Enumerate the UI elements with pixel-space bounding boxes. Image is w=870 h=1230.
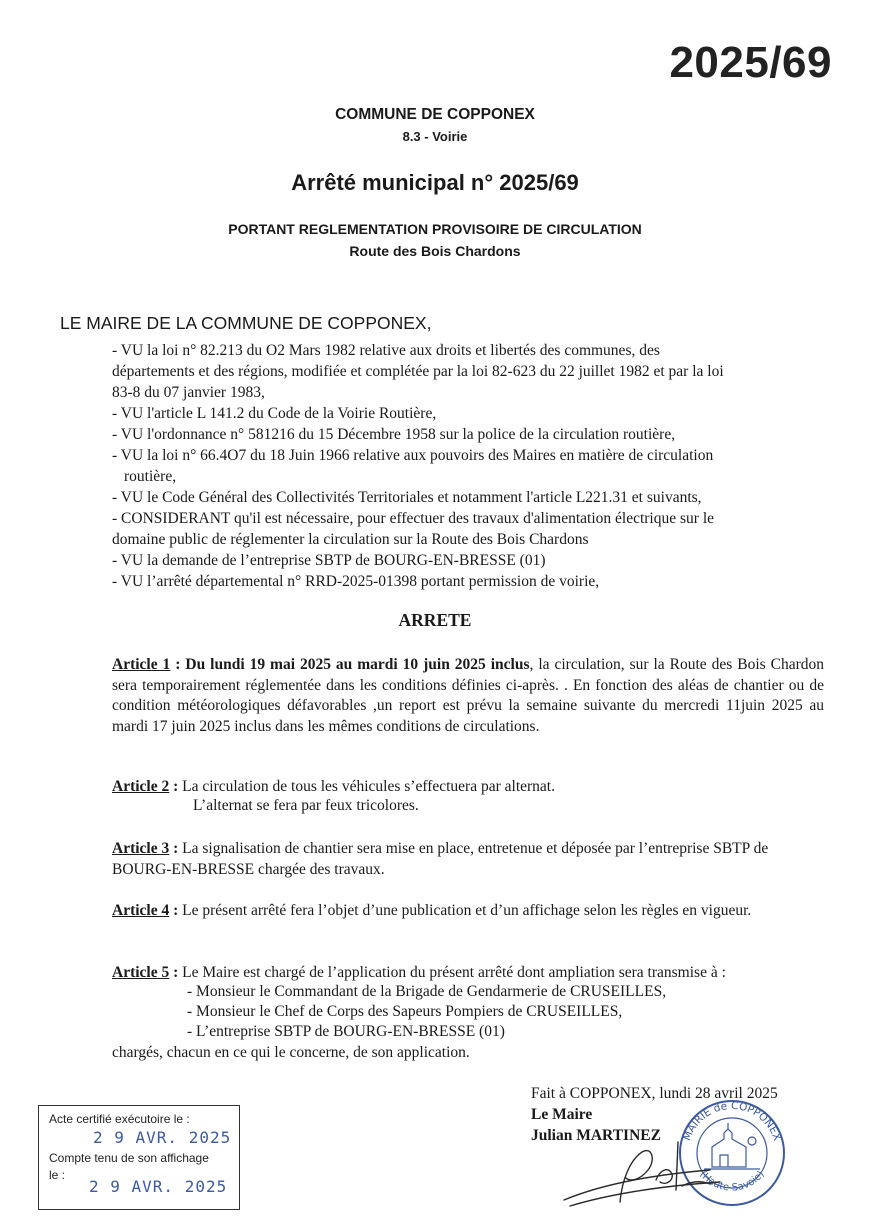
article-3-label: Article 3 xyxy=(112,840,170,857)
article-1-dates: Du lundi 19 mai 2025 au mardi 10 juin 2025 inclus xyxy=(185,656,530,673)
visa-line: - VU l'ordonnance n° 581216 du 15 Décembre 1958 sur la police de la circulation routière, xyxy=(112,426,676,443)
article-4-label: Article 4 xyxy=(112,902,170,919)
article-2-text-line2: L’alternat se fera par feux tricolores. xyxy=(193,797,419,814)
visa-line: - CONSIDERANT qu'il est nécessaire, pour effectuer des travaux d'alimentation électrique sur le xyxy=(112,510,715,527)
article-3-text: La signalisation de chantier sera mise en place, entretenue et déposée par l’entreprise SBTP de BOURG-EN-BRESSE chargée des travaux. xyxy=(112,840,769,878)
section-label: 8.3 - Voirie xyxy=(402,129,468,144)
article-4 xyxy=(112,901,824,922)
visa-line: départements et des régions, modifiée et complétée par la loi 82-623 du 22 juillet 1982 et par la loi xyxy=(112,363,724,380)
article-1 xyxy=(112,655,824,737)
article-4-text: Le présent arrêté fera l’objet d’une publication et d’un affichage selon les règles en vigueur. xyxy=(182,902,752,919)
visa-line: - VU la demande de l’entreprise SBTP de BOURG-EN-BRESSE (01) xyxy=(112,552,546,569)
article-5-closing: chargés, chacun en ce qui le concerne, de son application. xyxy=(112,1044,470,1061)
seal-top-text: MAIRIE de COPPONEX xyxy=(680,1099,784,1143)
article-5 xyxy=(112,963,824,984)
signature-place-date: Fait à COPPONEX, lundi 28 avril 2025 xyxy=(531,1085,778,1102)
seal-bottom-text: (Haute-Savoie) xyxy=(697,1169,767,1194)
posting-date-stamp: 2 9 AVR. 2025 xyxy=(89,1177,228,1196)
visa-line: routière, xyxy=(124,468,177,485)
subtitle-road: Route des Bois Chardons xyxy=(349,243,521,259)
visa-line: - VU la loi n° 82.213 du O2 Mars 1982 relative aux droits et libertés des communes, des xyxy=(112,342,660,359)
article-2-label: Article 2 xyxy=(112,778,170,795)
arrete-heading: ARRETE xyxy=(398,610,472,630)
recipient-item: - L’entreprise SBTP de BOURG-EN-BRESSE (01) xyxy=(187,1023,505,1040)
signature-title: Le Maire xyxy=(531,1106,593,1123)
recipient-item: - Monsieur le Commandant de la Brigade de Gendarmerie de CRUSEILLES, xyxy=(187,983,667,1000)
article-2 xyxy=(112,777,824,798)
handwritten-signature xyxy=(560,1130,750,1215)
certification-box xyxy=(38,1105,240,1210)
article-4-separator: : xyxy=(169,902,183,919)
article-5-text: Le Maire est chargé de l’application du présent arrêté dont ampliation sera transmise à : xyxy=(182,964,726,981)
visas-list xyxy=(112,340,812,592)
intro-mayor-statement: LE MAIRE DE LA COMMUNE DE COPPONEX, xyxy=(60,313,432,333)
article-2-text: La circulation de tous les véhicules s’effectuera par alternat. xyxy=(182,778,555,795)
recipient-item: - Monsieur le Chef de Corps des Sapeurs Pompiers de CRUSEILLES, xyxy=(187,1003,623,1020)
visa-line: domaine public de réglementer la circulation sur la Route des Bois Chardons xyxy=(112,531,589,548)
signature-name: Julian MARTINEZ xyxy=(531,1127,661,1144)
article-1-label: Article 1 xyxy=(112,656,171,673)
article-1-separator: : xyxy=(170,656,186,673)
subtitle-regulation: PORTANT REGLEMENTATION PROVISOIRE DE CIRCULATION xyxy=(228,221,642,237)
visa-line: - VU la loi n° 66.4O7 du 18 Juin 1966 relative aux pouvoirs des Maires en matière de circulation xyxy=(112,447,714,464)
visa-line: - VU l'article L 141.2 du Code de la Voirie Routière, xyxy=(112,405,437,422)
article-3-separator: : xyxy=(169,840,183,857)
commune-name: COMMUNE DE COPPONEX xyxy=(335,106,535,123)
article-5-separator: : xyxy=(169,964,183,981)
certification-label: Acte certifié exécutoire le : xyxy=(49,1112,190,1126)
posting-label: Compte tenu de son affichage xyxy=(49,1151,209,1165)
article-5-label: Article 5 xyxy=(112,964,170,981)
certification-date-stamp: 2 9 AVR. 2025 xyxy=(93,1128,232,1147)
posting-date-label: le : xyxy=(49,1168,66,1182)
article-3 xyxy=(112,839,824,880)
article-1-text: , la circulation, sur la Route des Bois Chardon sera temporairement réglementée dans les conditions définies ci-après. . En fonction des aléas de chantier ou de condition météorologiques défavorables ,un report est prévu la semaine suivante du mercredi 11juin 2025 au mardi 17 juin 2025 inclus dans les mêmes conditions de circulations. xyxy=(112,656,824,735)
visa-line: 83-8 du 07 janvier 1983, xyxy=(112,384,265,401)
article-2-separator: : xyxy=(169,778,183,795)
visa-line: - VU le Code Général des Collectivités Territoriales et notamment l'article L221.31 et suivants, xyxy=(112,489,702,506)
visa-line: - VU l’arrêté départemental n° RRD-2025-01398 portant permission de voirie, xyxy=(112,573,600,590)
document-title: Arrêté municipal n° 2025/69 xyxy=(291,170,579,195)
document-reference-number: 2025/69 xyxy=(669,38,832,87)
